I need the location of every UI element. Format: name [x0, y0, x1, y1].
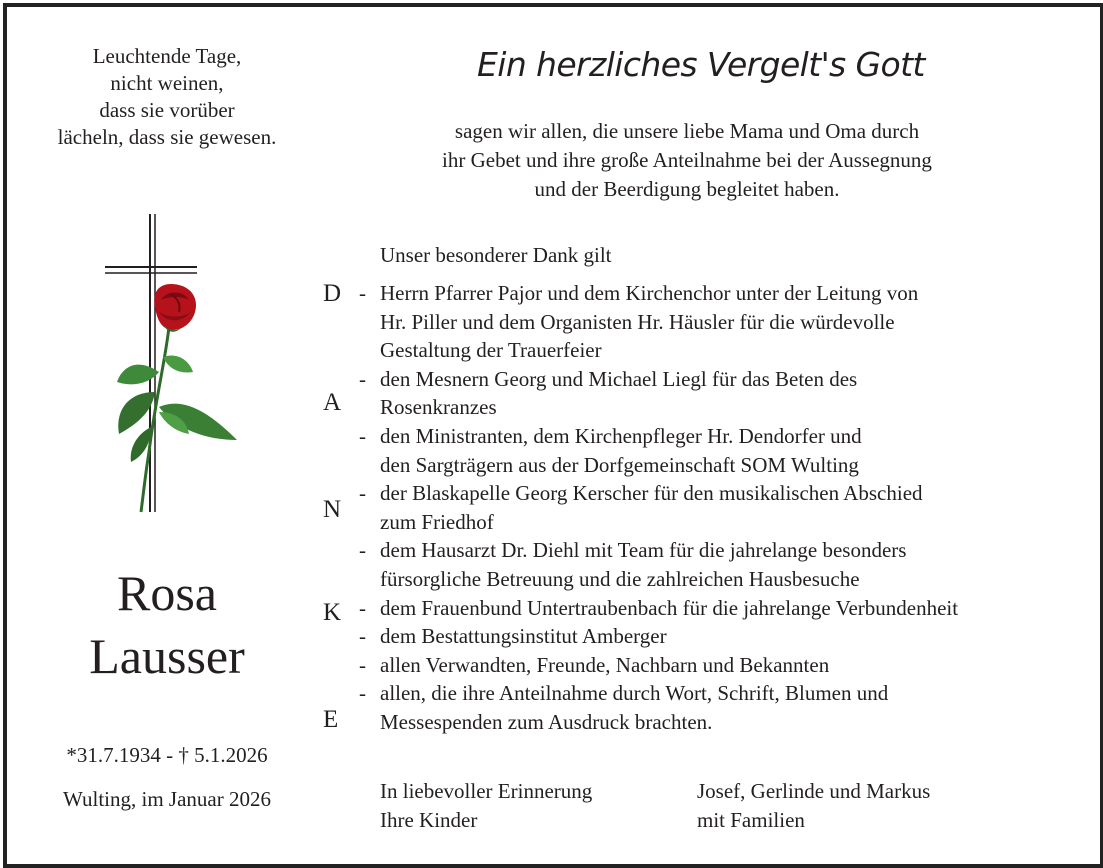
list-item: - dem Bestattungsinstitut Amberger [359, 624, 667, 649]
poem [17, 43, 317, 151]
list-item: - dem Hausarzt Dr. Diehl mit Team für die jahrelange besonders fürsorgliche Betreuung und die zahlreichen Hausbesuche [359, 538, 907, 591]
thanks-intro: Unser besonderer Dank gilt [380, 243, 612, 267]
list-item: - allen Verwandten, Freunde, Nachbarn und Bekannten [359, 652, 830, 677]
intro-line: sagen wir allen, die unsere liebe Mama und Oma durch [454, 119, 920, 143]
danke-letter: N [323, 496, 342, 523]
cross-with-rose-icon [97, 212, 257, 517]
list-item: - der Blaskapelle Georg Kerscher für den musikalischen Abschied zum Friedhof [359, 481, 923, 534]
danke-letter: D [323, 280, 342, 307]
list-item: - den Ministranten, dem Kirchenpfleger Hr. Dendorfer und den Sargträgern aus der Dorfgemeinschaft SOM Wulting [359, 423, 862, 477]
deceased-name [17, 562, 317, 688]
poem-line: dass sie vorüber [99, 98, 235, 122]
life-dates: *31.7.1934 - † 5.1.2026 [66, 743, 268, 767]
list-item: - den Mesnern Georg und Michael Liegl für das Beten des Rosenkranzes [359, 366, 858, 420]
poem-line: Leuchtende Tage, [92, 44, 242, 68]
signature-left: In liebevoller Erinnerung Ihre Kinder [380, 779, 593, 832]
place-date: Wulting, im Januar 2026 [63, 787, 271, 811]
obituary-notice [3, 3, 1103, 868]
danke-letter: E [323, 706, 339, 733]
signature-right: Josef, Gerlinde und Markus mit Familien [697, 779, 931, 832]
list-item: - Herrn Pfarrer Pajor und dem Kirchenchor unter der Leitung von Hr. Piller und dem Organisten Hr. Häusler für die würdevolle Gestaltung der Trauerfeier [359, 281, 919, 363]
intro-text [357, 117, 1017, 204]
last-name: Lausser [89, 628, 245, 684]
list-item: - dem Frauenbund Untertraubenbach für die jahrelange Verbundenheit [359, 595, 959, 620]
poem-line: lächeln, dass sie gewesen. [57, 125, 277, 149]
danke-letter: K [323, 599, 342, 626]
thanks-list [359, 279, 1079, 737]
heading: Ein herzliches Vergelt's Gott [477, 45, 925, 84]
first-name: Rosa [117, 565, 217, 621]
poem-line: nicht weinen, [110, 71, 224, 95]
intro-line: ihr Gebet und ihre große Anteilnahme bei der Aussegnung [442, 148, 932, 172]
danke-letter: A [323, 389, 342, 416]
intro-line: und der Beerdigung begleitet haben. [534, 177, 840, 201]
list-item: - allen, die ihre Anteilnahme durch Wort, Schrift, Blumen und Messespenden zum Ausdruck brachten. [359, 681, 889, 734]
